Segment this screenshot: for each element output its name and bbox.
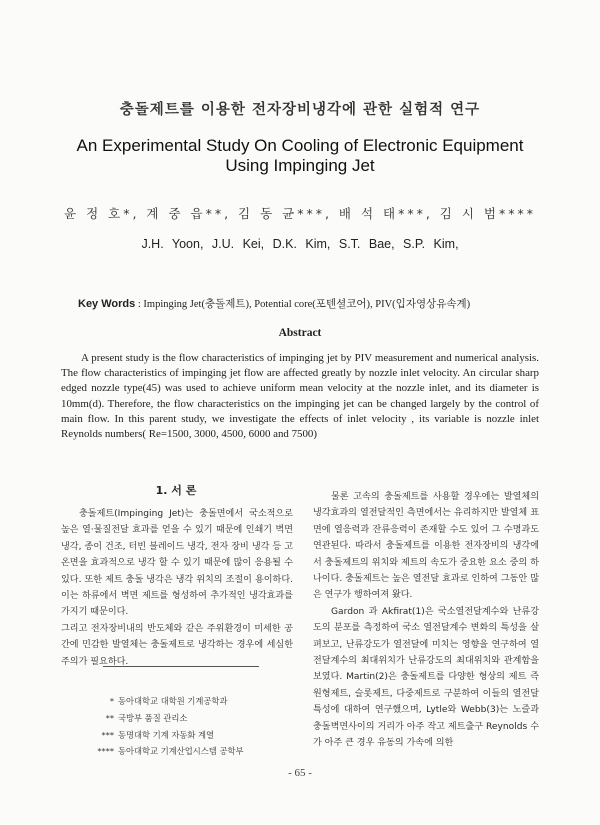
right-paragraph-2: Gardon 과 Akfirat(1)은 국소열전달계수와 난류강도의 분포를 측정하여 국소 열전달계수 변화의 특성을 살펴보고, 난류강도가 열전달에 미치는 영향을 연구하여 열전달계수의 최대위치가 난류강도의 최대위치와 관계함을 보였다. Martin(2)은 충돌제트를 다양한 형상의 제트 즉 원형제트, 슬롯제트, 다중제트로 구분하여 이들의 열전달특성에 대하여 연구했으며, Lytle와 Webb(3)는 노즐과 충돌벽면사이의 거리가 아주 작고 제트출구 Reynolds 수가 아주 큰 경우 유동의 가속에 의한 [313,606,539,749]
abstract-heading: Abstract [278,327,322,339]
footnote-item [88,693,308,710]
left-column [61,506,293,670]
left-paragraph-2: 그리고 전자장비내의 반도체와 같은 주위환경이 미세한 공간에 민감한 발열체는 충돌제트로 냉각하는 경우에 세심한 주의가 필요하다. [61,623,293,667]
right-column [313,489,539,752]
english-authors: J.H. Yoon, J.U. Kei, D.K. Kim, S.T. Bae, S.P. Kim, [141,237,459,251]
korean-authors: 윤 정 호*, 계 중 읍**, 김 동 균***, 배 석 태***, 김 시 범**** [64,206,536,221]
page-number: - 65 - [288,767,312,779]
keywords-text: : Impinging Jet(충돌제트), Potential core(포텐셜코어), PIV(입자영상유속계) [137,299,471,310]
footnote-mark: * [109,696,114,706]
footnote-item [88,743,308,760]
footnote-mark: ** [105,712,114,723]
footnotes [88,693,308,760]
footnote-text: 국방부 품질 관리소 [118,712,188,723]
english-title-line-1: An Experimental Study On Cooling of Electronic Equipment [76,136,524,155]
english-title-line-2: Using Impinging Jet [225,156,375,175]
footnote-mark: **** [97,746,114,757]
footnote-mark: *** [101,729,114,740]
keywords [78,296,470,311]
section-heading: 1. 서 론 [155,484,197,497]
left-paragraph-1: 충돌제트(Impinging Jet)는 충돌면에서 국소적으로 높은 열·물질전달 효과를 얻을 수 있기 때문에 인쇄기 벽면 냉각, 종이 건조, 터빈 블레이드 냉각, 전자 장비 냉각 등 고온면을 효과적으로 냉각 할 수 있기 때문에 많이 응용될 수 있다. 또한 제트 충돌 냉각은 냉각 위치의 조절이 용이하다. 이는 하류에서 벽면 제트를 형성하여 추가적인 냉각효과를 가지기 때문이다. [61,509,293,618]
keywords-label: Key Words [78,298,136,310]
footnote-item [88,727,308,744]
right-paragraph-1: 물론 고속의 충돌제트를 사용할 경우에는 발열체의 냉각효과의 열전달적인 측면에서는 유리하지만 발열체 표면에 열응력과 잔류응력이 존재할 수도 있어 그 수명과도 연관된다. 따라서 충돌제트를 이용한 전자장비의 냉각에서 충돌제트의 위치와 제트의 속도가 중요한 요소 중의 하나이다. 충돌제트는 높은 열전달 효과로 인하여 그동안 많은 연구가 행하여져 왔다. [313,492,539,601]
footnote-text: 동아대학교 대학원 기계공학과 [118,696,228,706]
footnote-item [88,710,308,727]
abstract-text: A present study is the flow characteristics of impinging jet by PIV measurement and numerical analysis. The flow characteristics of impinging jet flow are affected greatly by nozzle inlet velocity. An circular sharp edged nozzle type(45) was used to achieve uniform mean velocity at the nozzle inlet, and its diameter is 10mm(d). Therefore, the flow characteristics on the impinging jet can be changed largely by the control of main flow. In this parent study, we investigate the effects of inlet velocity , its variable is nozzle inlet Reynolds numbers( Re=1500, 3000, 4500, 6000 and 7500) [61,352,539,441]
korean-title: 충돌제트를 이용한 전자장비냉각에 관한 실험적 연구 [119,102,481,118]
footnote-text: 동아대학교 기계산업시스템 공학부 [118,746,244,757]
english-title [0,136,600,176]
footnote-text: 동명대학 기계 자동화 계열 [118,729,215,740]
footnote-divider [103,666,259,667]
